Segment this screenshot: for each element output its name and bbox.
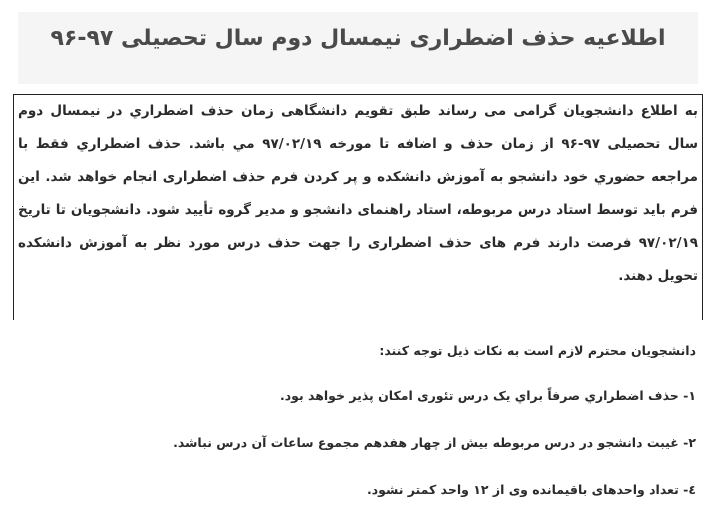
page-title: اطلاعیه حذف اضطراری نیمسال دوم سال تحصیلی ۹۷-۹۶ [50, 26, 666, 51]
notes-heading: دانشجويان محترم لازم است به نكات ذيل توجه كنند: [379, 343, 696, 358]
note-item: ٤- تعداد واحدهای باقیمانده وی از ۱۲ واحد کمتر نشود. [366, 482, 696, 497]
notes-list [18, 366, 696, 507]
note-item: ۱- حذف اضطراري صرفاً براي يک درس تئوری امكان پذير خواهد بود. [279, 388, 696, 403]
note-item: ۲- غيبت دانشجو در درس مربوطه بيش از چهار هفدهم مجموع ساعات آن درس نباشد. [173, 435, 696, 450]
notes-section [18, 336, 696, 507]
title-banner [18, 12, 698, 84]
notice-body-text: به اطلاع دانشجويان گرامی می رساند طبق تقويم دانشگاهی زمان حذف اضطراري در نيمسال دوم سال تحصيلی ۹۷-۹۶ از زمان حذف و اضافه تا مورخه ۹۷/۰۲/۱۹ مي باشد. حذف اضطراري فقط با مراجعه حضوري خود دانشجو به آموزش دانشكده و پر كردن فرم حذف اضطراری انجام خواهد شد. اين فرم بايد توسط استاد درس مربوطه، استاد راهنمای دانشجو و مدير گروه تأييد شود. دانشجويان تا تاريخ ۹۷/۰۲/۱۹ فرصت دارند فرم های حذف اضطراری را جهت حذف درس مورد نظر به آموزش دانشكده تحويل دهند. [18, 103, 698, 284]
